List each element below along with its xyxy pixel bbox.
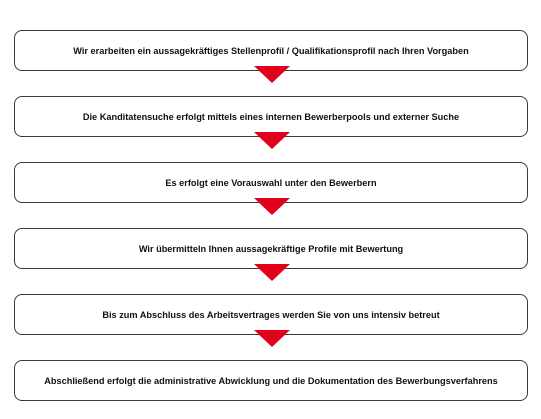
step-5-label: Bis zum Abschluss des Arbeitsvertrages werden Sie von uns intensiv betreut — [102, 309, 440, 320]
down-arrow-icon — [254, 132, 290, 149]
step-4-box — [14, 228, 528, 269]
step-2-box — [14, 96, 528, 137]
step-1-label: Wir erarbeiten ein aussagekräftiges Stellenprofil / Qualifikationsprofil nach Ihren Vorgaben — [73, 45, 469, 56]
down-arrow-icon — [254, 66, 290, 83]
step-1-box — [14, 30, 528, 71]
step-2-label: Die Kanditatensuche erfolgt mittels eines internen Bewerberpools und externer Suche — [82, 111, 460, 122]
down-arrow-icon — [254, 198, 290, 215]
step-3-label: Es erfolgt eine Vorauswahl unter den Bewerbern — [165, 177, 377, 188]
step-6-box — [14, 360, 528, 401]
down-arrow-icon — [254, 330, 290, 347]
step-6-label: Abschließend erfolgt die administrative Abwicklung und die Dokumentation des Bewerbungsverfahrens — [44, 375, 498, 386]
step-3-box — [14, 162, 528, 203]
step-5-box — [14, 294, 528, 335]
step-4-label: Wir übermitteln Ihnen aussagekräftige Profile mit Bewertung — [138, 243, 404, 254]
down-arrow-icon — [254, 264, 290, 281]
